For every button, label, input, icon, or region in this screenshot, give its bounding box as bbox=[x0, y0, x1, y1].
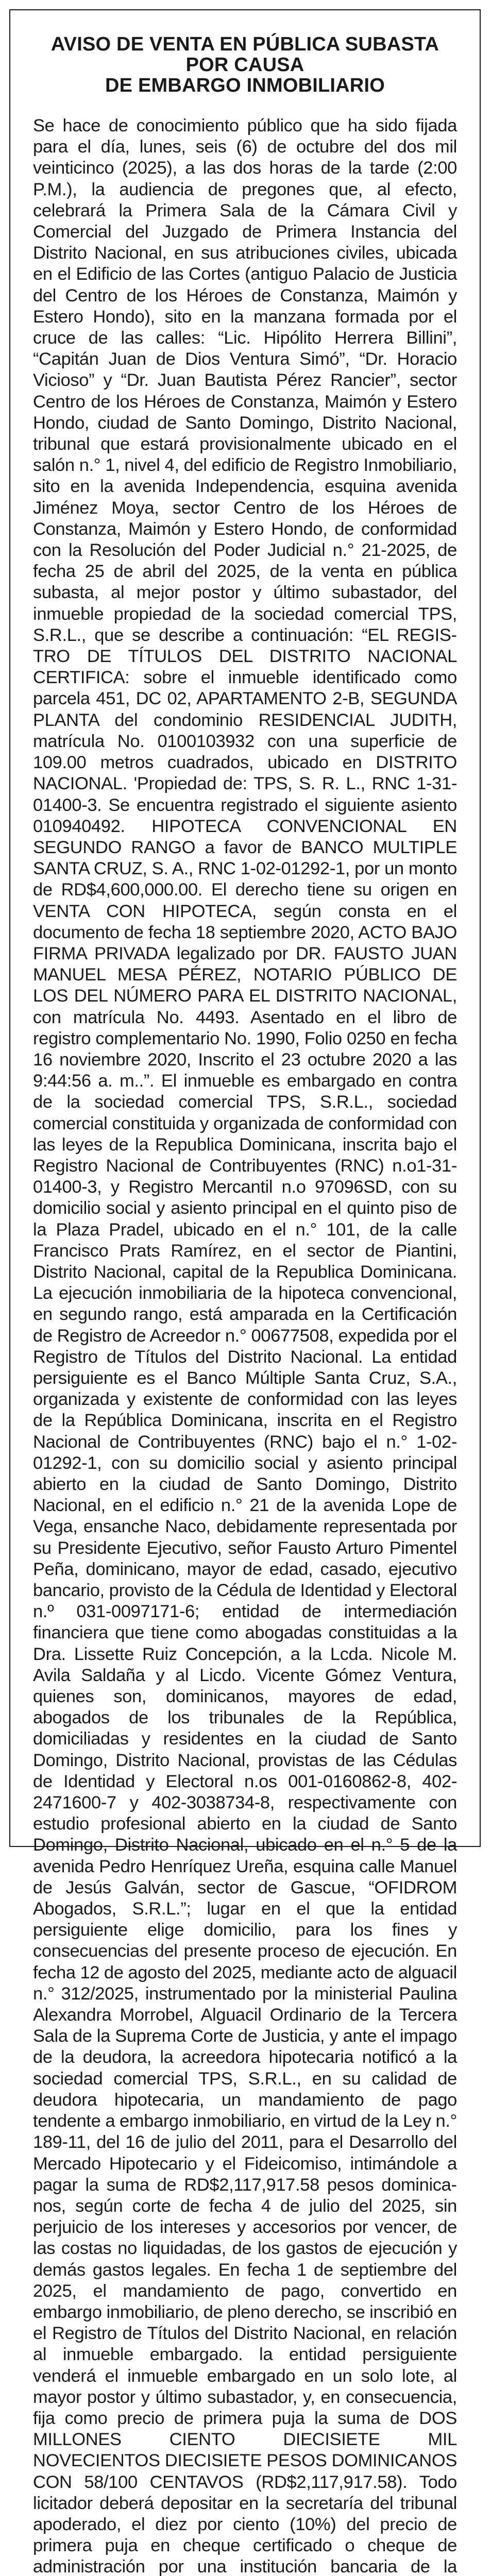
notice-body: Se hace de conocimiento público que ha sido fijada para el día, lunes, seis (6) de octubre del dos mil veinticinco (2025), a las dos horas de la tarde (2:00 P.M.), la audiencia de pregones que, al efecto, celebrará la Primera Sala de la Cámara Civil y Comercial del Juzgado de Primera Instancia del Distrito Nacional, en sus atribuciones civiles, ubicada en el Edificio de las Cortes (antiguo Palacio de Justicia del Centro de los Héroes de Constanza, Maimón y Estero Hondo), sito en la manzana formada por el cruce de las calles: “Lic. Hipólito Herrera Billini”, “Capitán Juan de Dios Ventura Simó”, “Dr. Horacio Vicioso” y “Dr. Juan Bautista Pérez Rancier”, sector Centro de los Héroes de Constanza, Maimón y Estero Hondo, ciudad de Santo Domingo, Distrito Nacional, tribunal que estará provisionalmente ubicado en el salón n.° 1, nivel 4, del edificio de Registro Inmobiliario, sito en la avenida Independencia, esquina avenida Jiménez Moya, sector Centro de los Héroes de Constanza, Maimón y Estero Hondo, de conformidad con la Resolución del Poder Judicial n.° 21-2025, de fecha 25 de abril del 2025, de la venta en pública subasta, al mejor postor y último subastador, del inmueble propiedad de la sociedad comercial TPS, S.R.L., que se describe a continuación: “EL REGISTRO DE TÍTULOS DEL DISTRITO NACIONAL CERTIFICA: sobre el inmueble identificado como parcela 451, DC 02, APARTAMENTO 2-B, SEGUNDA PLANTA del condominio RESIDENCIAL JUDITH, matrícula No. 0100103932 con una superficie de 109.00 metros cuadrados, ubicado en DISTRITO NACIONAL. 'Propiedad de: TPS, S. R. L., RNC 1-31-01400-3. Se encuentra registrado el siguiente asiento 010940492. HIPOTECA CONVENCIONAL EN SEGUNDO RANGO a favor de BANCO MULTIPLE SANTA CRUZ, S. A., RNC 1-02-01292-1, por un monto de RD$4,600,000.00. El derecho tiene su origen en VENTA CON HIPOTECA, según consta en el documento de fecha 18 septiembre 2020, ACTO BAJO FIRMA PRIVADA legalizado por DR. FAUSTO JUAN MANUEL MESA PÉREZ, NOTARIO PÚBLICO DE LOS DEL NÚMERO PARA EL DISTRITO NACIONAL, con matrícula No. 4493. Asentado en el libro de registro complementario No. 1990, Folio 0250 en fecha 16 noviembre 2020, Inscrito el 23 octubre 2020 a las 9:44:56 a. m..”. El inmueble es embargado en contra de la sociedad comercial TPS, S.R.L., sociedad comercial constituida y organizada de conformidad con las leyes de la Republica Dominicana, inscrita bajo el Registro Nacional de Contribuyentes (RNC) n.o1-31-01400-3, y Registro Mercantil n.o 97096SD, con su domicilio social y asiento principal en el quinto piso de la Plaza Pradel, ubicado en el n.° 101, de la calle Francisco Prats Ramírez, en el sector de Piantini, Distrito Nacional, capital de la Republica Dominicana. La ejecución inmobiliaria de la hipoteca convencional, en segundo rango, está amparada en la Certificación de Registro de Acreedor n.° 00677508, expedida por el Registro de Títulos del Distrito Nacional. La entidad persiguiente es el Banco Múltiple Santa Cruz, S.A., organizada y existente de conformidad con las leyes de la República Dominicana, inscrita en el Registro Nacional de Contribuyentes (RNC) bajo el n.° 1-02-01292-1, con su domicilio social y asiento principal abierto en la ciudad de Santo Domingo, Distrito Nacional, en el edificio n.° 21 de la avenida Lope de Vega, ensanche Naco, debidamente representada por su Presidente Ejecutivo, señor Fausto Arturo Pimentel Peña, dominicano, mayor de edad, casado, ejecutivo bancario, provisto de la Cédula de Identidad y Electoral n.º 031-0097171-6; entidad de intermediación financiera que tiene como abogadas constituidas a la Dra. Lissette Ruiz Concepción, a la Lcda. Nicole M. Avila Saldaña y al Licdo. Vicente Gómez Ventura, quienes son, dominicanos, mayores de edad, abogados de los tribunales de la República, domiciliadas y residentes en la ciudad de Santo Domingo, Distrito Nacional, provistas de las Cédulas de Identidad y Electoral n.os 001-0160862-8, 402-2471600-7 y 402-3038734-8, respectivamente con estudio profesional abierto en la ciudad de Santo Domingo, Distrito Nacional, ubicado en el n.° 5 de la avenida Pedro Henríquez Ureña, esquina calle Manuel de Jesús Galván, sector de Gascue, “OFIDROM Abogados, S.R.L.”; lugar en el que la entidad persiguiente elige domicilio, para los fines y consecuencias del presente proceso de ejecución. En fecha 12 de agosto del 2025, mediante acto de alguacil n.° 312/2025, instrumentado por la ministerial Paulina Alexandra Morrobel, Alguacil Ordinario de la Tercera Sala de la Suprema Corte de Justicia, y ante el impago de la deudora, la acreedora hipotecaria notificó a la sociedad comercial TPS, S.R.L., en su calidad de deudora hipotecaria, un mandamiento de pago tendente a embargo inmobiliario, en virtud de la Ley n.° 189-11, del 16 de julio del 2011, para el Desarrollo del Mercado Hipotecario y el Fideicomiso, intimándole a pagar la suma de RD$2,117,917.58 pesos dominicanos, según corte de fecha 4 de julio del 2025, sin perjuicio de los intereses y accesorios por vencer, de las costas no liquidadas, de los gastos de ejecución y demás gastos legales. En fecha 1 de septiembre del 2025, el mandamiento de pago, convertido en embargo inmobiliario, de pleno derecho, se inscribió en el Registro de Títulos del Distrito Nacional, en relación al inmueble embargado. la entidad persiguiente venderá el inmueble embargado en un solo lote, al mayor postor y último subastador, y, en consecuencia, fija como precio de primera puja la suma de DOS MILLONES CIENTO DIECISIETE MIL NOVECIENTOS DIECISIETE PESOS DOMINICANOS CON 58/100 CENTAVOS (RD$2,117,917.58). Todo licitador deberá depositar en la secretaría del tribunal apoderado, el diez por ciento (10%) del precio de primera puja en cheque certificado o cheque de administración por una institución bancaria de la bbox=[33, 116, 457, 2576]
notice-title-line-1: AVISO DE VENTA EN PÚBLICA SUBASTA POR CAUSA bbox=[50, 33, 439, 76]
notice-title bbox=[33, 34, 457, 96]
notice-title-line-2: DE EMBARGO INMOBILIARIO bbox=[105, 75, 385, 96]
legal-notice bbox=[9, 9, 481, 2576]
